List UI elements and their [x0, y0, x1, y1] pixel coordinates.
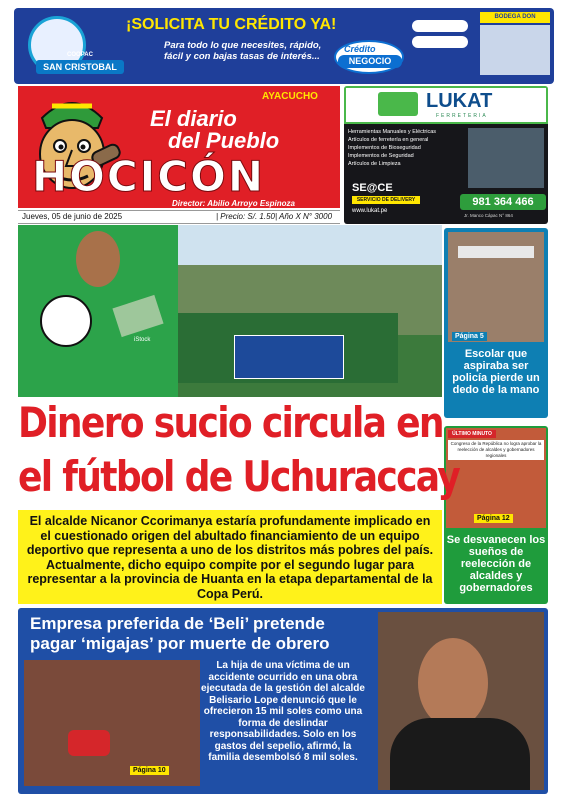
bodega-label: BODEGA DON	[480, 12, 550, 23]
coop-name: SAN CRISTOBAL	[36, 60, 124, 74]
protest-photo	[24, 660, 200, 786]
dateline	[18, 210, 340, 224]
lukat-ad[interactable]	[344, 86, 548, 224]
side-story-headline: Escolar que aspiraba ser policía pierde un dedo de la mano	[452, 348, 540, 396]
breaking-tag: ÚLTIMO MINUTO	[448, 430, 496, 438]
price-issue: | Precio: S/. 1.50| Año X N° 3000	[216, 212, 333, 221]
masthead-line2: del Pueblo	[168, 128, 280, 153]
delivery-badge: SERVICIO DE DELIVERY	[352, 196, 420, 204]
lukat-logo-icon	[378, 92, 418, 116]
side-story-1[interactable]	[444, 228, 548, 418]
list-item: Artículos de Limpieza	[348, 161, 401, 167]
ad-tagline: Para todo lo que necesites, rápido, fácil y con bajas tasas de interés...	[164, 40, 322, 62]
school-sign	[458, 246, 534, 258]
lead-box	[18, 510, 442, 604]
list-item: Implementos de Bioseguridad	[348, 145, 421, 151]
bottom-story-body: La hija de una víctima de un accidente ocurrido en una obra ejecutada de la gestión del alcalde Belisario Lope denunció que le ofrecieron 15 mil soles como una forma de deslindar responsabilidades. Solo en los gastos del sepelio, afirmó, la familia desembolsó 8 mil soles.	[201, 660, 365, 763]
woman-shirt	[390, 718, 530, 790]
newspaper-name: HOCICÓN	[32, 152, 265, 201]
lukat-website[interactable]: www.lukat.pe	[352, 208, 388, 214]
main-headline-line2: el fútbol de Uchuraccay	[18, 452, 460, 501]
page-ref: Página 10	[130, 766, 169, 775]
side-story-caption: Congreso de la República no logra aprobar la reelección de alcaldes y gobernadores regionales	[448, 440, 544, 460]
soccer-ball-icon	[40, 295, 92, 347]
list-item: Implementos de Seguridad	[348, 153, 414, 159]
photo-watermark: iStock	[134, 337, 151, 343]
list-item: Artículos de ferretería en general	[348, 137, 429, 143]
rate-badge-2	[412, 36, 468, 48]
rate-badge-1	[412, 20, 468, 32]
region-label: AYACUCHO	[262, 91, 318, 102]
lukat-phone[interactable]: 981 364 466	[460, 194, 546, 210]
ad-headline: ¡SOLICITA TU CRÉDITO YA!	[126, 16, 337, 33]
side-story-2[interactable]	[444, 426, 548, 604]
workers-image	[468, 128, 544, 188]
side-story-headline: Se desvanecen los sueños de reelección de alcaldes y gobernadores	[446, 534, 546, 594]
page-ref: Página 12	[474, 514, 513, 523]
lukat-address: Jr. Manco Cápac N° 864	[464, 213, 513, 218]
issue-date: Jueves, 05 de junio de 2025	[22, 212, 123, 221]
main-headline-line1: Dinero sucio circula en	[18, 398, 443, 447]
bottom-story[interactable]	[18, 608, 548, 794]
bottom-headline-line1: Empresa preferida de ‘Beli’ pretende	[30, 614, 325, 633]
lukat-name: LUKAT	[426, 90, 493, 112]
credito-top: Crédito	[344, 44, 376, 54]
team-banner	[234, 335, 344, 379]
masthead-line1: El diario	[150, 106, 237, 131]
credito-bottom: NEGOCIO	[338, 55, 402, 68]
lukat-product-list	[348, 128, 478, 168]
credit-ad-banner[interactable]	[14, 8, 554, 84]
main-photo	[18, 225, 442, 397]
bottom-headline-line2: pagar ‘migajas’ por muerte de obrero	[30, 634, 330, 653]
woman-face	[418, 638, 488, 728]
bodega-image	[480, 25, 550, 75]
list-item: Herramientas Manuales y Eléctricas	[348, 129, 437, 135]
megaphone-icon	[68, 730, 110, 756]
lead-text: El alcalde Nicanor Ccorimanya estaría profundamente implicado en el cuestionado origen del abultado financiamiento de un equipo deportivo que representa a uno de los distritos más pobres del país. Actualmente, dicho equipo compite por el segundo lugar para representar a la provincia de Huanta en la etapa departamental de la Copa Perú.	[26, 514, 434, 601]
player-head	[76, 231, 120, 287]
page-ref: Página 5	[452, 332, 487, 341]
lukat-brands: SE@CE	[352, 182, 393, 194]
lukat-sub: FERRETERIA	[436, 113, 488, 119]
director-credit: Director: Abilio Arroyo Espinoza	[172, 199, 295, 208]
coop-label: COOPAC	[67, 52, 93, 58]
